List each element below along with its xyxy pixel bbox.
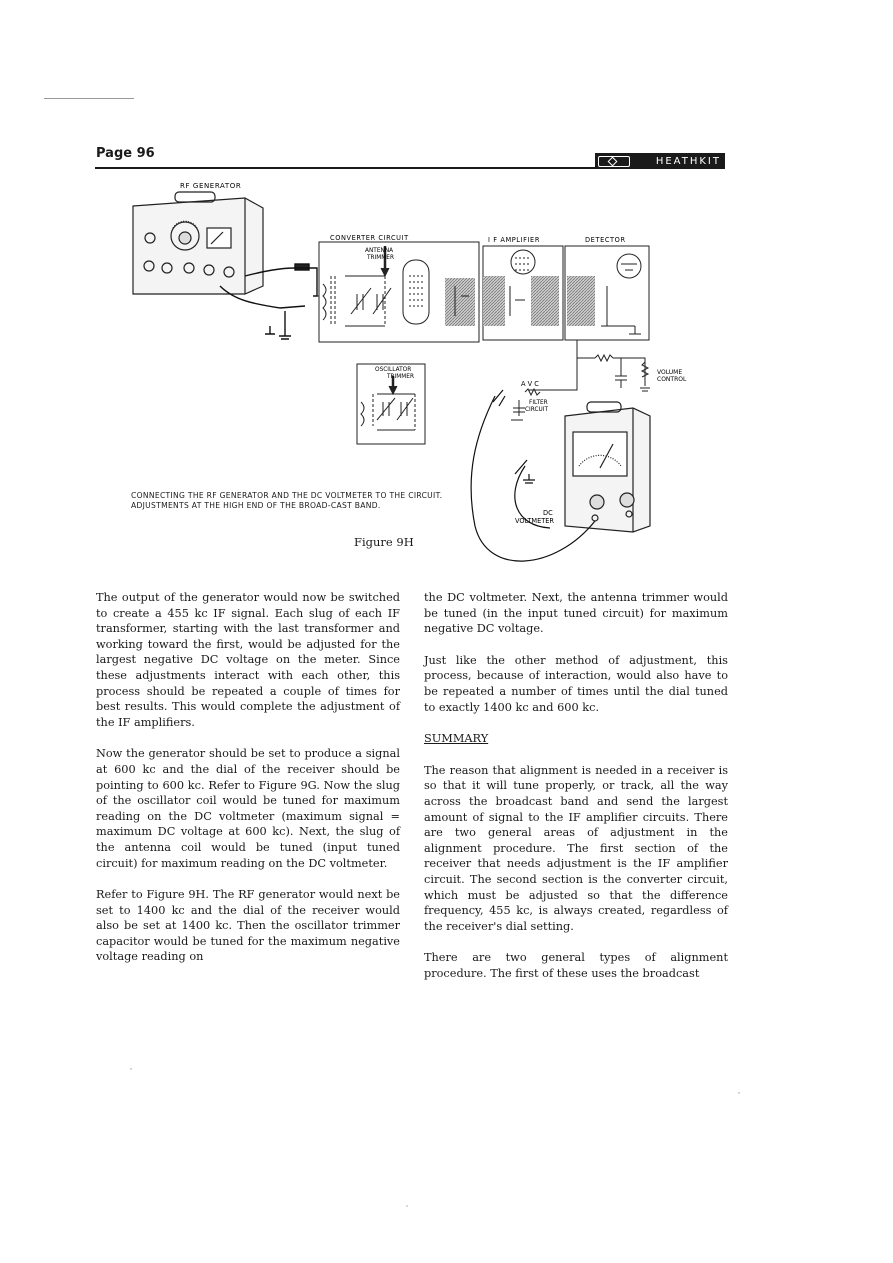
figure-caption: CONNECTING THE RF GENERATOR AND THE DC VOLTMETER TO THE CIRCUIT. ADJUSTMENTS AT THE HIGH END OF THE BROAD-CAST BAND. <box>131 491 443 510</box>
header-rule <box>95 167 725 169</box>
detector-block <box>565 246 649 340</box>
filter-circuit-label-1: FILTER <box>529 400 548 406</box>
paragraph: the DC voltmeter. Next, the antenna trimmer would be tuned (in the input tuned circuit) for maximum negative DC voltage. <box>424 591 728 636</box>
brand-emblem-icon <box>598 156 630 167</box>
figure-9h-diagram <box>95 176 735 576</box>
left-column <box>96 590 400 981</box>
dc-voltmeter-label-2: VOLTMETER <box>515 517 555 525</box>
oscillator-trimmer-label-1: OSCILLATOR <box>375 367 412 373</box>
if-amplifier-block <box>483 246 563 340</box>
scan-speck <box>130 1068 132 1070</box>
avc-label: A V C <box>521 380 539 388</box>
paragraph: There are two general types of alignment procedure. The first of these uses the broadcast <box>424 951 728 980</box>
if-amplifier-label: I F AMPLIFIER <box>488 236 541 244</box>
converter-circuit-block <box>319 242 479 342</box>
scan-speck <box>738 1092 740 1094</box>
brand-name: HEATHKIT <box>655 155 721 167</box>
paragraph: The output of the generator would now be switched to create a 455 kc IF signal. Each slug of each IF transformer, starting with the last transformer and working toward the first, would be adjusted for the largest negative DC voltage on the meter. Since these adjustments interact with each other, this process should be repeated a couple of times for best results. This would complete the adjustment of the IF amplifiers. <box>96 591 400 729</box>
scan-margin-rule <box>44 98 134 99</box>
oscillator-trimmer-label-2: TRIMMER <box>387 374 414 380</box>
page-number: Page 96 <box>96 146 155 161</box>
detector-label: DETECTOR <box>585 236 626 244</box>
antenna-trimmer-label-1: ANTENNA <box>365 248 394 254</box>
dc-voltmeter-label-1: DC <box>543 509 553 517</box>
paragraph: Just like the other method of adjustment, this process, because of interaction, would also have to be repeated a number of times until the dial tuned to exactly 1400 kc and 600 kc. <box>424 653 728 714</box>
paragraph: Now the generator should be set to produce a signal at 600 kc and the dial of the receiver should be pointing to 600 kc. Refer to Figure 9G. Now the slug of the oscillator coil would be tuned for maximum reading on the DC voltmeter (maximum signal = maximum DC voltage at 600 kc). Next, the slug of the antenna coil would be tuned (input tuned circuit) for maximum reading on the DC voltmeter. <box>96 747 400 870</box>
figure-number: Figure 9H <box>354 535 414 549</box>
rf-generator-instrument <box>133 192 263 294</box>
rf-generator-label: RF GENERATOR <box>180 182 242 190</box>
filter-circuit-label-2: CIRCUIT <box>525 407 549 413</box>
volume-control-label-1: VOLUME <box>657 369 683 376</box>
section-heading: SUMMARY <box>424 732 489 746</box>
paragraph: The reason that alignment is needed in a receiver is so that it will tune properly, or track, all the way across the broadcast band and send the largest amount of signal to the IF amplifier circuits. There are two general areas of adjustment in the alignment procedure. The first section of the receiver that needs adjustment is the IF amplifier circuit. The second section is the converter circuit, which must be adjusted so that the difference frequency, 455 kc, is always created, regardless of the receiver's dial setting. <box>424 763 728 933</box>
paragraph: Refer to Figure 9H. The RF generator would next be set to 1400 kc and the dial of the receiver would also be set at 1400 kc. Then the oscillator trimmer capacitor would be tuned for the maximum negative voltage reading on <box>96 888 400 964</box>
volume-control-label-2: CONTROL <box>657 376 687 383</box>
right-column <box>424 590 728 997</box>
dc-voltmeter-instrument <box>565 402 650 532</box>
antenna-trimmer-label-2: TRIMMER <box>367 255 394 261</box>
converter-circuit-label: CONVERTER CIRCUIT <box>330 234 409 242</box>
scan-speck <box>406 1205 408 1207</box>
